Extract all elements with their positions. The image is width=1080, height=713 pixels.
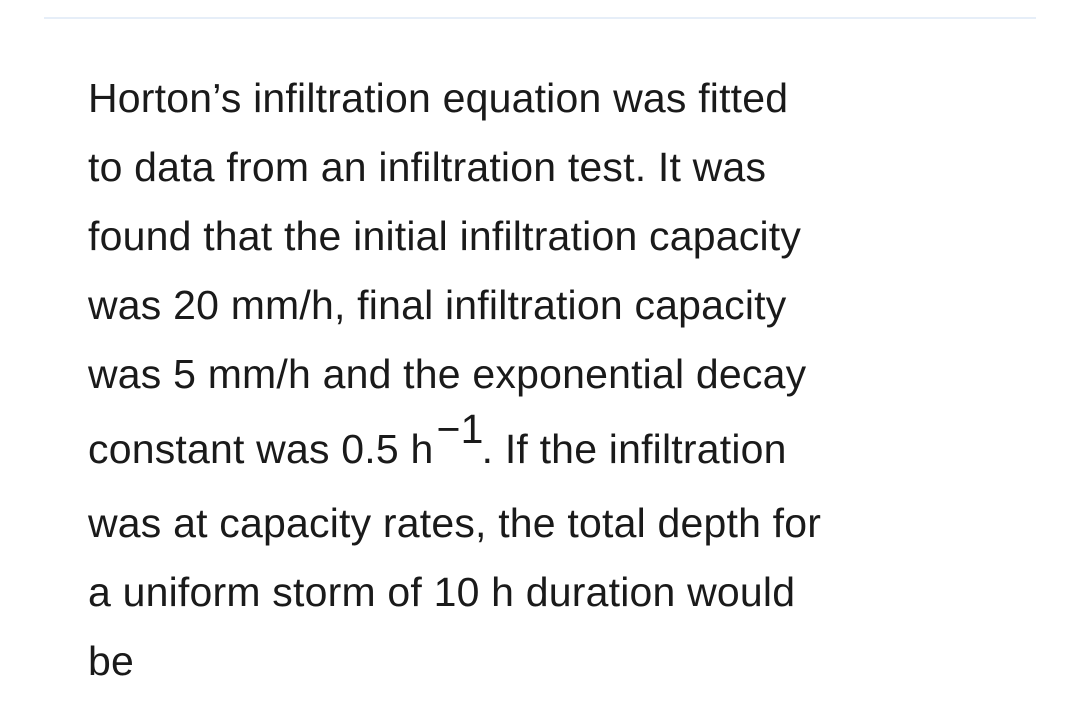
question-line-with-exponent [88,406,988,489]
question-line: was 20 mm/h, final infiltration capacity [88,282,787,328]
question-line: found that the initial infiltration capacity [88,213,802,259]
unit-exponent: −1 [436,406,484,452]
question-text-fragment: . If the infiltration [481,426,787,472]
question-line: to data from an infiltration test. It was [88,144,767,190]
top-divider [44,17,1036,19]
question-line: Horton’s infiltration equation was fitted [88,75,789,121]
question-line: was at capacity rates, the total depth for [88,500,822,546]
question-line: a uniform storm of 10 h duration would [88,569,796,615]
question-text-fragment: constant was 0.5 h [88,426,434,472]
question-line: was 5 mm/h and the exponential decay [88,351,807,397]
question-line: be [88,638,135,684]
question-text [88,64,988,696]
